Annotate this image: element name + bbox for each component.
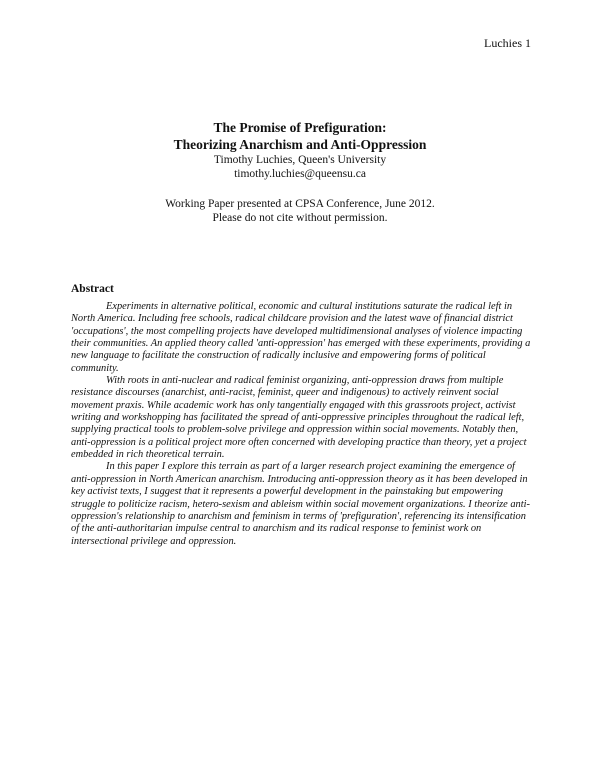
paper-title-line-1: The Promise of Prefiguration: <box>213 120 387 135</box>
abstract-paragraph: Experiments in alternative political, economic and cultural institutions saturate the radical left in North America. Including free schools, radical childcare provision and the latest wave of financial district 'occupations', the most compelling projects have developed multidimensional analyses of violence impacting their communities. An applied theory called 'anti-oppression' has emerged with these experiments, providing a new language to facilitate the construction of radically inclusive and empowering forms of political community. <box>71 301 531 374</box>
abstract-heading: Abstract <box>71 283 114 295</box>
paper-title-line-2: Theorizing Anarchism and Anti-Oppression <box>173 137 427 152</box>
working-paper-line-2: Please do not cite without permission. <box>212 212 388 224</box>
author-affiliation: Timothy Luchies, Queen's University <box>213 154 387 166</box>
author-email: timothy.luchies@queensu.ca <box>234 168 366 180</box>
abstract-body <box>71 301 533 548</box>
working-paper-note <box>0 197 600 225</box>
abstract-paragraph: In this paper I explore this terrain as part of a larger research project examining the emergence of anti-oppression in North American anarchism. Introducing anti-oppression theory as it has been developed in key activist texts, I suggest that it represents a powerful development in the painstaking but empowering struggle to politicize racism, hetero-sexism and ableism within social movement organizations. I theorize anti-oppression's relationship to anarchism and feminism in terms of 'prefiguration', referencing its intensification of the anti-authoritarian impulse central to anarchism and its radical response to feminist work on intersectional privilege and oppression. <box>71 461 530 547</box>
title-block <box>0 119 600 181</box>
working-paper-line-1: Working Paper presented at CPSA Conference, June 2012. <box>165 198 435 210</box>
abstract-paragraph: With roots in anti-nuclear and radical feminist organizing, anti-oppression draws from multiple resistance discourses (anarchist, anti-racist, feminist, queer and indigenous) to actively reinvent social movement praxis. While academic work has only tangentially engaged with this grassroots project, activist writing and workshopping has facilitated the spread of anti-oppressive principles throughout the radical left, supplying practical tools to problem-solve privilege and oppression within social movements. Notably then, anti-oppression is a political project more often concerned with developing practice than theory, yet a project embedded in rich theoretical terrain. <box>71 375 527 461</box>
running-head: Luchies 1 <box>484 36 531 50</box>
